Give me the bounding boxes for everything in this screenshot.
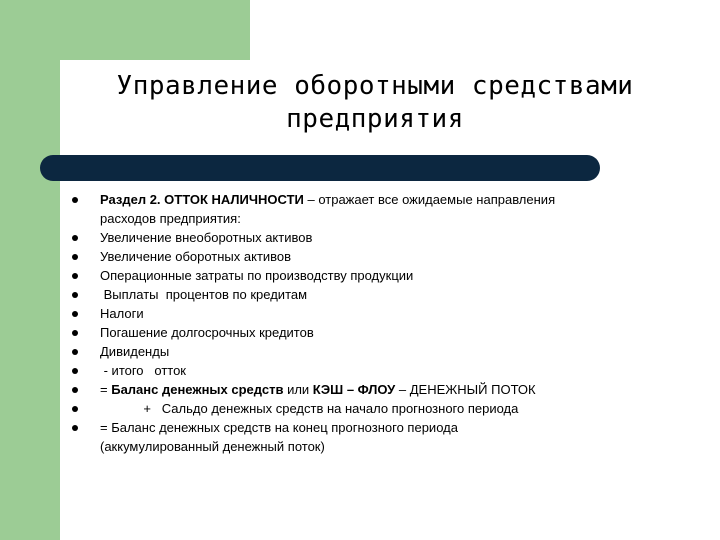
item-text-suffix: – ДЕНЕЖНЫЙ ПОТОК	[395, 382, 536, 397]
list-item	[72, 361, 692, 380]
bullet-icon	[72, 406, 78, 412]
list-item	[72, 399, 692, 418]
bullet-icon	[72, 197, 78, 203]
slide-title	[70, 70, 680, 136]
decorative-green-strip	[0, 0, 60, 540]
item-text-line-2: (аккумулированный денежный поток)	[100, 439, 325, 454]
list-item	[72, 380, 692, 399]
list-item	[72, 285, 692, 304]
list-item	[72, 418, 692, 456]
item-text: Налоги	[100, 306, 144, 321]
bullet-icon	[72, 425, 78, 431]
item-text: Погашение долгосрочных кредитов	[100, 325, 314, 340]
bullet-icon	[72, 311, 78, 317]
item-text: + Сальдо денежных средств на начало прогнозного периода	[100, 401, 519, 416]
item-text-line-2: расходов предприятия:	[100, 211, 241, 226]
bullet-icon	[72, 254, 78, 260]
balance-term: Баланс денежных средств	[111, 382, 284, 397]
list-item	[72, 304, 692, 323]
item-text: - итого отток	[100, 363, 186, 378]
bullet-icon	[72, 292, 78, 298]
bullet-icon	[72, 235, 78, 241]
item-text: Операционные затраты по производству продукции	[100, 268, 414, 283]
list-item	[72, 247, 692, 266]
bullet-list	[72, 190, 692, 456]
item-text: Увеличение оборотных активов	[100, 249, 292, 264]
list-item	[72, 190, 692, 228]
list-item	[72, 342, 692, 361]
bullet-icon	[72, 349, 78, 355]
bullet-icon	[72, 368, 78, 374]
item-text-mid: или	[283, 382, 313, 397]
bullet-icon	[72, 330, 78, 336]
bullet-icon	[72, 387, 78, 393]
item-text: – отражает все ожидаемые направления	[303, 192, 556, 207]
title-line-2: предприятия	[286, 104, 464, 134]
item-text-prefix: =	[100, 382, 112, 397]
bullet-icon	[72, 273, 78, 279]
item-text: Выплаты процентов по кредитам	[100, 287, 308, 302]
list-item	[72, 228, 692, 247]
item-text: Увеличение внеоборотных активов	[100, 230, 313, 245]
list-item	[72, 266, 692, 285]
cash-flow-term: КЭШ – ФЛОУ	[312, 382, 396, 397]
title-line-1: Управление оборотными средствами	[116, 71, 634, 101]
item-text: Дивиденды	[100, 344, 170, 359]
section-heading: Раздел 2. ОТТОК НАЛИЧНОСТИ	[100, 192, 304, 207]
title-divider-bar	[40, 155, 600, 181]
list-item	[72, 323, 692, 342]
item-text: = Баланс денежных средств на конец прогнозного периода	[100, 420, 458, 435]
